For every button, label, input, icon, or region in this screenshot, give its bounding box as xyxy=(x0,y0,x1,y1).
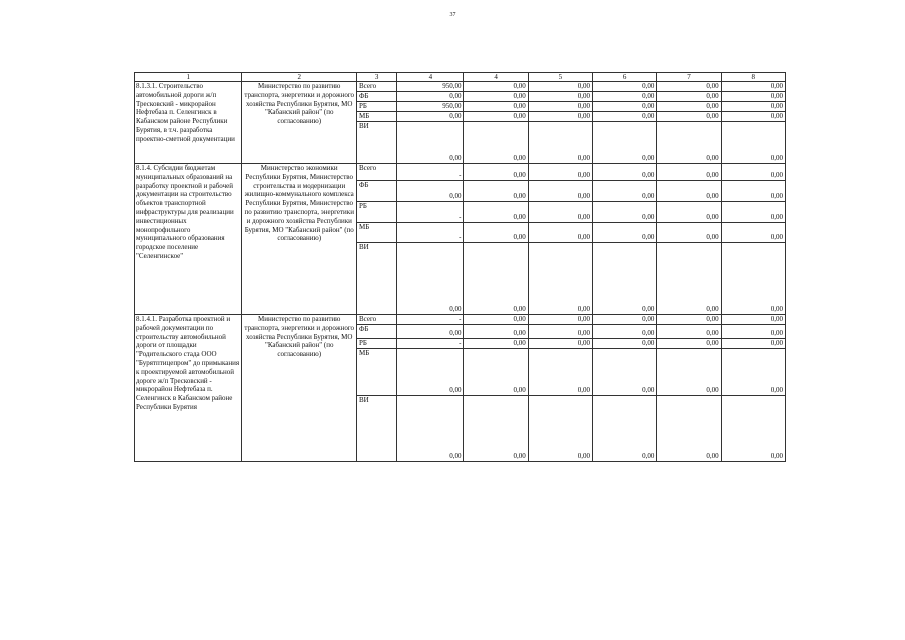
value-cell: 0,00 xyxy=(721,92,785,102)
value-cell: 0,00 xyxy=(528,181,592,202)
value-cell: 0,00 xyxy=(397,122,464,164)
value-cell: 0,00 xyxy=(528,315,592,325)
value-cell: 0,00 xyxy=(464,325,528,339)
value-cell: 0,00 xyxy=(464,243,528,315)
value-cell: 0,00 xyxy=(657,223,721,243)
table-row xyxy=(135,315,786,325)
value-cell: - xyxy=(397,315,464,325)
funding-source: Всего xyxy=(357,82,397,92)
value-cell: 0,00 xyxy=(593,349,657,396)
value-cell: 0,00 xyxy=(721,112,785,122)
value-cell: 0,00 xyxy=(657,349,721,396)
value-cell: 0,00 xyxy=(721,349,785,396)
value-cell: 0,00 xyxy=(593,325,657,339)
value-cell: 0,00 xyxy=(721,202,785,223)
funding-source: ФБ xyxy=(357,92,397,102)
value-cell: 0,00 xyxy=(657,112,721,122)
value-cell: 0,00 xyxy=(464,102,528,112)
value-cell: 0,00 xyxy=(593,181,657,202)
value-cell: 0,00 xyxy=(528,223,592,243)
funding-source: РБ xyxy=(357,202,397,223)
value-cell: 0,00 xyxy=(397,112,464,122)
value-cell: - xyxy=(397,339,464,349)
value-cell: 0,00 xyxy=(721,164,785,181)
executor-cell: Министерство экономики Республики Бурятия, Министерство строительства и модернизации жилищно-коммунального комплекса Республики Бурятия, Министерство по развитию транспорта, энергетики и дорожного хозяйства Республики Бурятия, МО "Кабанский район" (по согласованию) xyxy=(242,164,357,315)
value-cell: 0,00 xyxy=(721,243,785,315)
value-cell: 0,00 xyxy=(721,315,785,325)
header-cell: 8 xyxy=(721,73,785,82)
header-cell: 3 xyxy=(357,73,397,82)
value-cell: 0,00 xyxy=(721,102,785,112)
value-cell: 0,00 xyxy=(528,325,592,339)
value-cell: 0,00 xyxy=(528,243,592,315)
value-cell: 0,00 xyxy=(528,202,592,223)
value-cell: 0,00 xyxy=(464,223,528,243)
value-cell: 0,00 xyxy=(593,102,657,112)
header-cell: 4 xyxy=(464,73,528,82)
value-cell: 0,00 xyxy=(721,82,785,92)
value-cell: 0,00 xyxy=(528,112,592,122)
value-cell: 0,00 xyxy=(593,315,657,325)
header-cell: 4 xyxy=(397,73,464,82)
value-cell: 0,00 xyxy=(721,223,785,243)
funding-source: ВИ xyxy=(357,122,397,164)
value-cell: 0,00 xyxy=(657,339,721,349)
value-cell: 0,00 xyxy=(464,396,528,462)
value-cell: 0,00 xyxy=(593,223,657,243)
header-cell: 1 xyxy=(135,73,242,82)
value-cell: 0,00 xyxy=(593,243,657,315)
value-cell: 0,00 xyxy=(528,164,592,181)
value-cell: 0,00 xyxy=(657,122,721,164)
value-cell: 0,00 xyxy=(528,339,592,349)
value-cell: 0,00 xyxy=(397,396,464,462)
value-cell: 0,00 xyxy=(528,102,592,112)
value-cell: 0,00 xyxy=(721,339,785,349)
value-cell: 0,00 xyxy=(464,164,528,181)
value-cell: 0,00 xyxy=(593,164,657,181)
header-cell: 6 xyxy=(593,73,657,82)
value-cell: 0,00 xyxy=(593,112,657,122)
value-cell: 0,00 xyxy=(528,122,592,164)
value-cell: 0,00 xyxy=(464,122,528,164)
executor-cell: Министерство по развитию транспорта, энергетики и дорожного хозяйства Республики Бурятия, МО "Кабанский район" (по согласованию) xyxy=(242,315,357,462)
value-cell: 0,00 xyxy=(721,122,785,164)
value-cell: 0,00 xyxy=(657,164,721,181)
value-cell: 0,00 xyxy=(464,315,528,325)
value-cell: 950,00 xyxy=(397,102,464,112)
value-cell: - xyxy=(397,223,464,243)
funding-source: ВИ xyxy=(357,243,397,315)
value-cell: 0,00 xyxy=(593,396,657,462)
value-cell: 950,00 xyxy=(397,82,464,92)
header-cell: 2 xyxy=(242,73,357,82)
value-cell: 0,00 xyxy=(657,82,721,92)
value-cell: 0,00 xyxy=(593,82,657,92)
header-row xyxy=(135,73,786,82)
value-cell: 0,00 xyxy=(657,325,721,339)
funding-source: МБ xyxy=(357,223,397,243)
value-cell: 0,00 xyxy=(464,112,528,122)
value-cell: 0,00 xyxy=(528,396,592,462)
value-cell: 0,00 xyxy=(721,396,785,462)
funding-source: ВИ xyxy=(357,396,397,462)
value-cell: 0,00 xyxy=(397,243,464,315)
value-cell: 0,00 xyxy=(397,349,464,396)
value-cell: 0,00 xyxy=(657,396,721,462)
value-cell: 0,00 xyxy=(657,92,721,102)
value-cell: 0,00 xyxy=(528,82,592,92)
value-cell: 0,00 xyxy=(721,325,785,339)
activity-name: 8.1.4. Субсидии бюджетам муниципальных образований на разработку проектной и рабочей документации на строительство объектов транспортной инфраструктуры для реализации инвестиционных монопрофильного муниципального образования городское поселение "Селенгинское" xyxy=(135,164,242,315)
value-cell: 0,00 xyxy=(464,339,528,349)
table-row xyxy=(135,164,786,181)
value-cell: 0,00 xyxy=(593,122,657,164)
funding-source: Всего xyxy=(357,164,397,181)
activity-name: 8.1.3.1. Строительство автомобильной дороги ж/п Тресковский - микрорайон Нефтебаза п. Селенгинск в Кабанском районе Республики Бурятия, в т.ч. разработка проектно-сметной документации xyxy=(135,82,242,164)
value-cell: 0,00 xyxy=(397,181,464,202)
value-cell: 0,00 xyxy=(657,243,721,315)
funding-source: МБ xyxy=(357,349,397,396)
executor-cell: Министерство по развитию транспорта, энергетики и дорожного хозяйства Республики Бурятия, МО "Кабанский район" (по согласованию) xyxy=(242,82,357,164)
header-cell: 5 xyxy=(528,73,592,82)
value-cell: 0,00 xyxy=(397,92,464,102)
activity-name: 8.1.4.1. Разработка проектной и рабочей документации по строительству автомобильной дороги от площадки "Родительского стада ООО "Бурятптицепром" до примыкания к проектируемой автомобильной дороге ж/п Тресковский - микрорайон Нефтебаза п. Селенгинск в Кабанском районе Республики Бурятия xyxy=(135,315,242,462)
budget-table xyxy=(134,72,786,462)
funding-source: ФБ xyxy=(357,181,397,202)
value-cell: 0,00 xyxy=(464,349,528,396)
value-cell: 0,00 xyxy=(528,349,592,396)
value-cell: 0,00 xyxy=(397,325,464,339)
value-cell: 0,00 xyxy=(464,202,528,223)
value-cell: 0,00 xyxy=(721,181,785,202)
value-cell: 0,00 xyxy=(593,92,657,102)
value-cell: 0,00 xyxy=(657,181,721,202)
page-number: 37 xyxy=(449,12,456,18)
funding-source: РБ xyxy=(357,102,397,112)
funding-source: Всего xyxy=(357,315,397,325)
value-cell: 0,00 xyxy=(657,202,721,223)
funding-source: ФБ xyxy=(357,325,397,339)
value-cell: 0,00 xyxy=(464,92,528,102)
header-cell: 7 xyxy=(657,73,721,82)
value-cell: 0,00 xyxy=(657,315,721,325)
value-cell: 0,00 xyxy=(528,92,592,102)
value-cell: 0,00 xyxy=(464,181,528,202)
funding-source: МБ xyxy=(357,112,397,122)
table-row xyxy=(135,82,786,92)
value-cell: 0,00 xyxy=(593,339,657,349)
value-cell: - xyxy=(397,202,464,223)
value-cell: - xyxy=(397,164,464,181)
value-cell: 0,00 xyxy=(464,82,528,92)
value-cell: 0,00 xyxy=(657,102,721,112)
value-cell: 0,00 xyxy=(593,202,657,223)
funding-source: РБ xyxy=(357,339,397,349)
